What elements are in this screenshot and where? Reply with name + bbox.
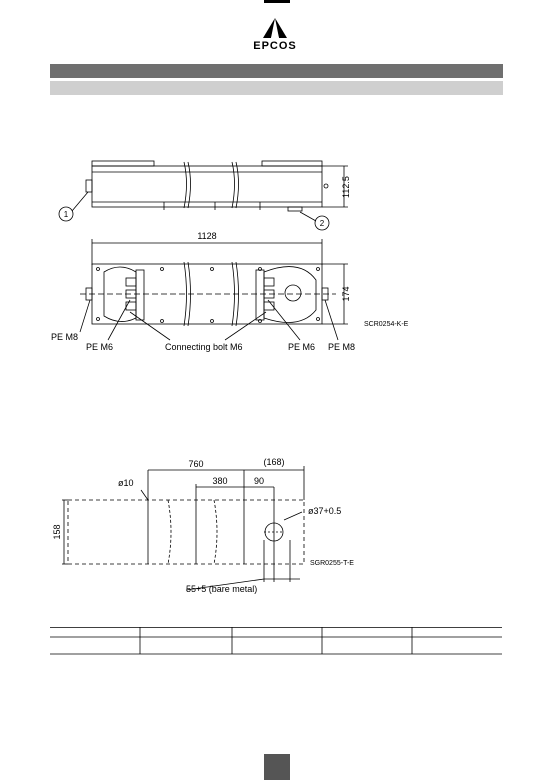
dimension-drawing-1 xyxy=(0,150,550,370)
dim-width: 174 xyxy=(341,286,351,302)
page-number-box xyxy=(264,754,290,780)
drawing-code-2: SGR0255-T-E xyxy=(310,560,354,567)
dim-168: (168) xyxy=(263,457,285,467)
top-rule xyxy=(264,0,290,3)
label-connecting-bolt: Connecting bolt M6 xyxy=(165,342,243,352)
callout-2: 2 xyxy=(319,219,325,228)
label-pe-m6-left: PE M6 xyxy=(86,342,114,352)
dim-380: 380 xyxy=(212,476,228,486)
dim-bare-metal: 55+5 (bare metal) xyxy=(186,584,258,594)
dim-length: 1128 xyxy=(197,231,217,241)
section-bar-light xyxy=(50,81,503,95)
label-pe-m6-right: PE M6 xyxy=(288,342,316,352)
logo-text: EPCOS xyxy=(253,40,297,52)
dimension-drawing-2 xyxy=(0,450,550,600)
epcos-logo xyxy=(245,14,305,54)
dim-90: 90 xyxy=(253,476,265,486)
dim-hole-37: ø37+0.5 xyxy=(308,506,342,516)
label-pe-m8-left: PE M8 xyxy=(51,332,79,342)
drawing-code-1: SCR0254-K-E xyxy=(364,321,409,328)
dim-height: 112.5 xyxy=(341,176,351,198)
label-pe-m8-right: PE M8 xyxy=(328,342,356,352)
dim-158: 158 xyxy=(52,524,62,540)
dim-hole-10: ø10 xyxy=(118,478,134,488)
callout-1: 1 xyxy=(63,210,69,219)
data-table xyxy=(50,627,502,655)
dim-760: 760 xyxy=(188,459,204,469)
section-bar-dark xyxy=(50,64,503,78)
